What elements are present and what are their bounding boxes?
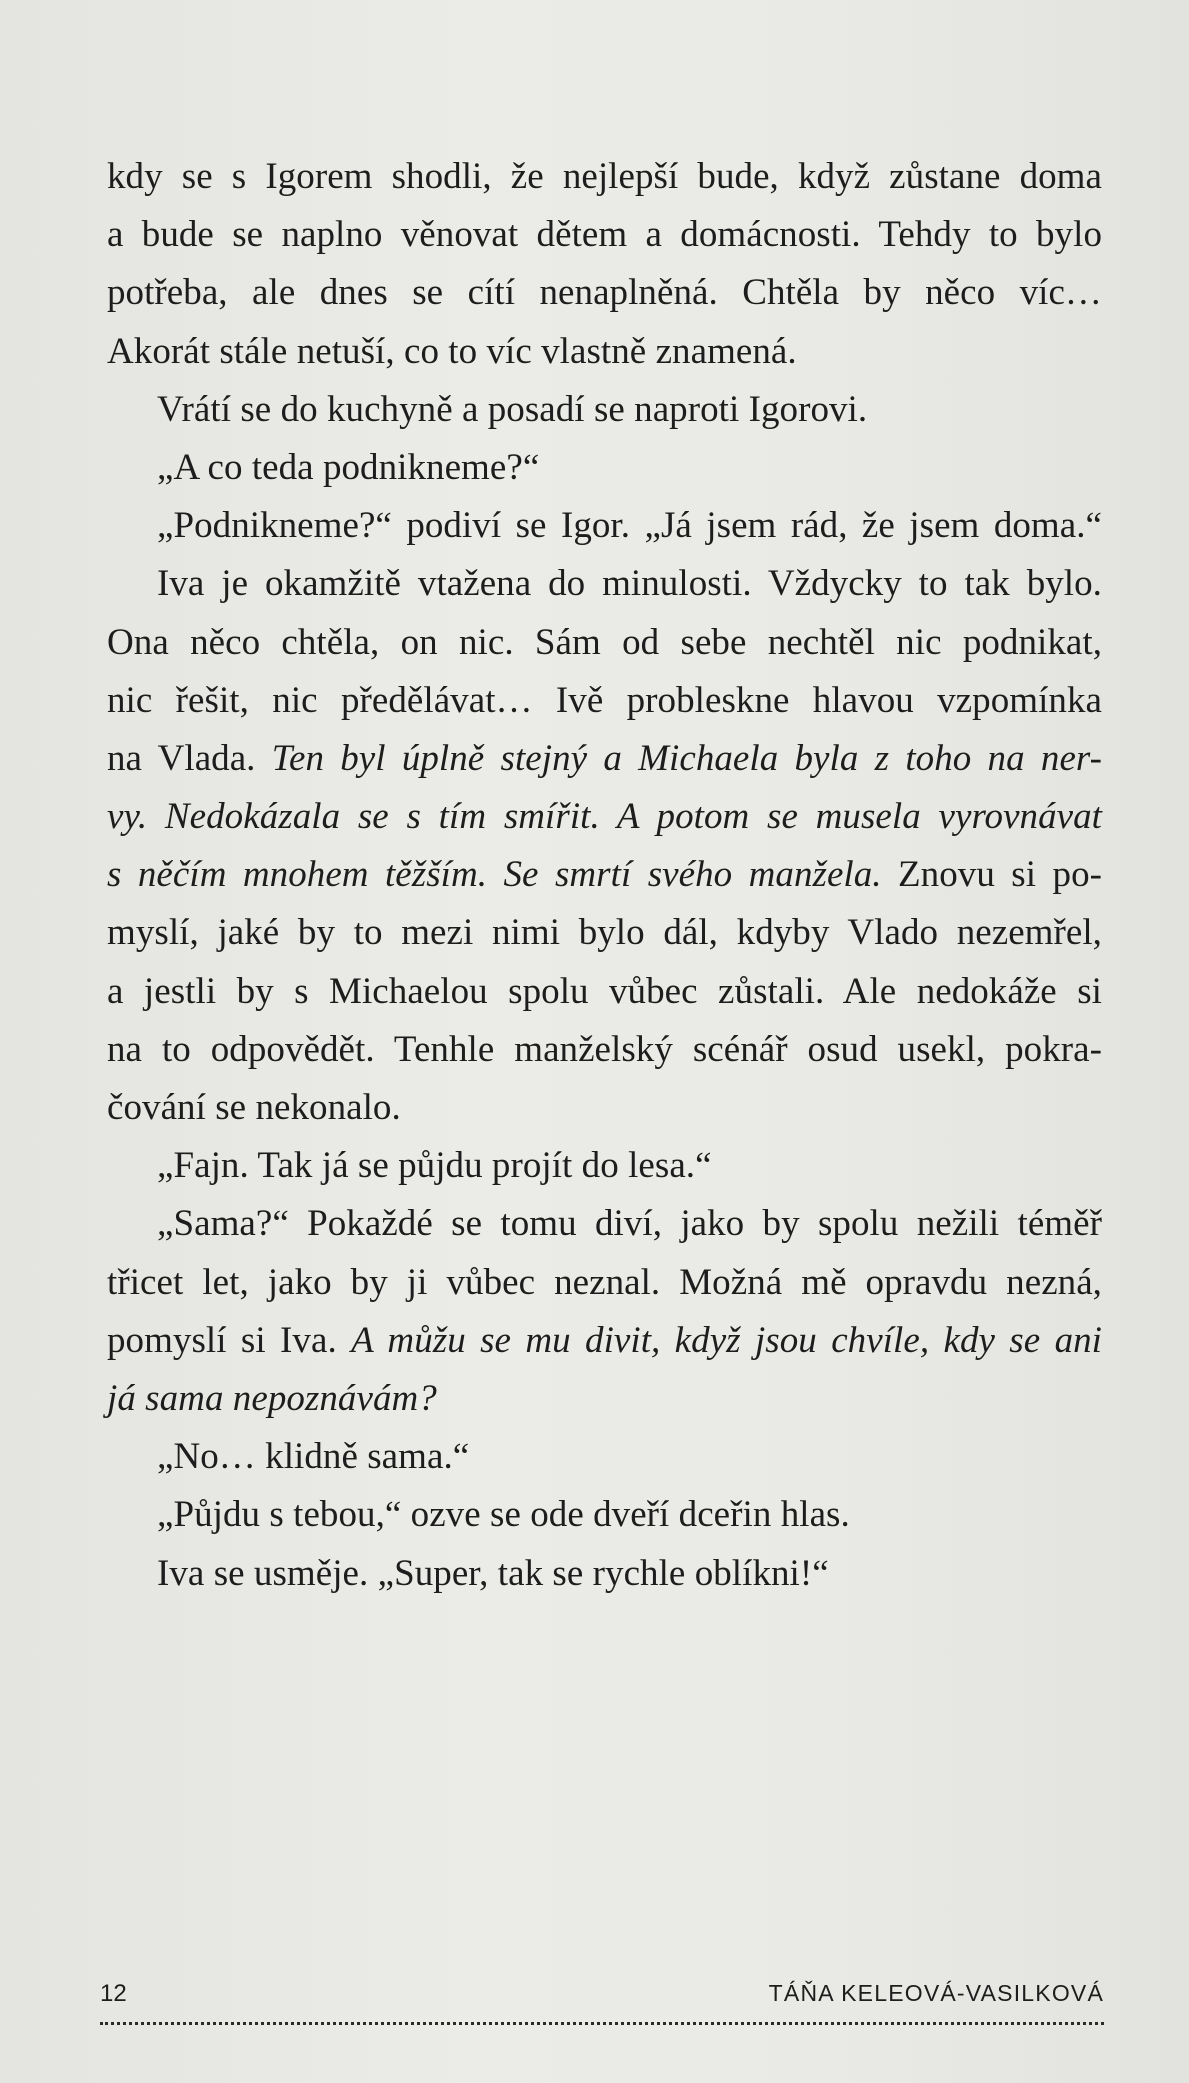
text-line: a jestli by s Michaelou spolu vůbec zůstali. Ale nedokáže si [107, 970, 1102, 1012]
italic-run: A můžu se mu divit, když jsou chvíle, kdy se ani [351, 1319, 1103, 1361]
text-line: a bude se naplno věnovat dětem a domácnosti. Tehdy to bylo [107, 214, 1102, 256]
running-title: TÁŇA KELEOVÁ-VASILKOVÁ [768, 1980, 1104, 2006]
text-run: na Vlada. [107, 737, 272, 779]
page-footer [100, 1980, 1104, 2020]
text-line: „A co teda podnikneme?“ [157, 446, 540, 488]
text-line: Akorát stále netuší, co to víc vlastně znamená. [107, 330, 797, 372]
text-line: „Fajn. Tak já se půjdu projít do lesa.“ [157, 1145, 712, 1187]
text-line: Iva se usměje. „Super, tak se rychle oblíkni!“ [157, 1552, 829, 1594]
italic-run: já sama nepoznávám? [107, 1377, 437, 1419]
text-line: třicet let, jako by ji vůbec neznal. Možná mě opravdu nezná, [107, 1261, 1102, 1303]
text-line: Iva je okamžitě vtažena do minulosti. Vždycky to tak bylo. [157, 563, 1102, 605]
italic-run: vy. Nedokázala se s tím smířit. A potom se musela vyrovnávat [107, 796, 1102, 838]
dotted-rule [100, 2022, 1104, 2025]
text-line: Vrátí se do kuchyně a posadí se naproti Igorovi. [157, 388, 868, 430]
text-line: nic řešit, nic předělávat… Ivě probleskne hlavou vzpomínka [107, 679, 1102, 721]
text-line [107, 1312, 1102, 1370]
text-line [107, 788, 1102, 846]
text-line [107, 1370, 1102, 1428]
text-line: „Půjdu s tebou,“ ozve se ode dveří dceřin hlas. [157, 1494, 850, 1536]
text-line: myslí, jaké by to mezi nimi bylo dál, kdyby Vlado nezemřel, [107, 912, 1102, 954]
text-line [107, 846, 1102, 904]
italic-run: s něčím mnohem těžším. Se smrtí svého manžela. [107, 854, 882, 896]
body-text [107, 148, 1102, 1603]
text-line: na to odpovědět. Tenhle manželský scénář osud usekl, pokra- [107, 1028, 1102, 1070]
text-line: „Podnikneme?“ podiví se Igor. „Já jsem rád, že jsem doma.“ [157, 505, 1102, 547]
text-line: Ona něco chtěla, on nic. Sám od sebe nechtěl nic podnikat, [107, 621, 1102, 663]
text-line: kdy se s Igorem shodli, že nejlepší bude, když zůstane doma [107, 156, 1102, 197]
text-line: „Sama?“ Pokaždé se tomu diví, jako by spolu nežili téměř [157, 1203, 1102, 1245]
text-line [107, 730, 1102, 788]
text-line: čování se nekonalo. [107, 1087, 401, 1128]
text-line: „No… klidně sama.“ [157, 1436, 470, 1478]
text-run: pomyslí si Iva. [107, 1319, 352, 1361]
text-run: Znovu si po- [881, 854, 1102, 896]
text-line: potřeba, ale dnes se cítí nenaplněná. Chtěla by něco víc… [107, 272, 1102, 314]
italic-run: Ten byl úplně stejný a Michaela byla z toho na ner- [271, 737, 1102, 779]
page-number: 12 [100, 1980, 127, 2007]
